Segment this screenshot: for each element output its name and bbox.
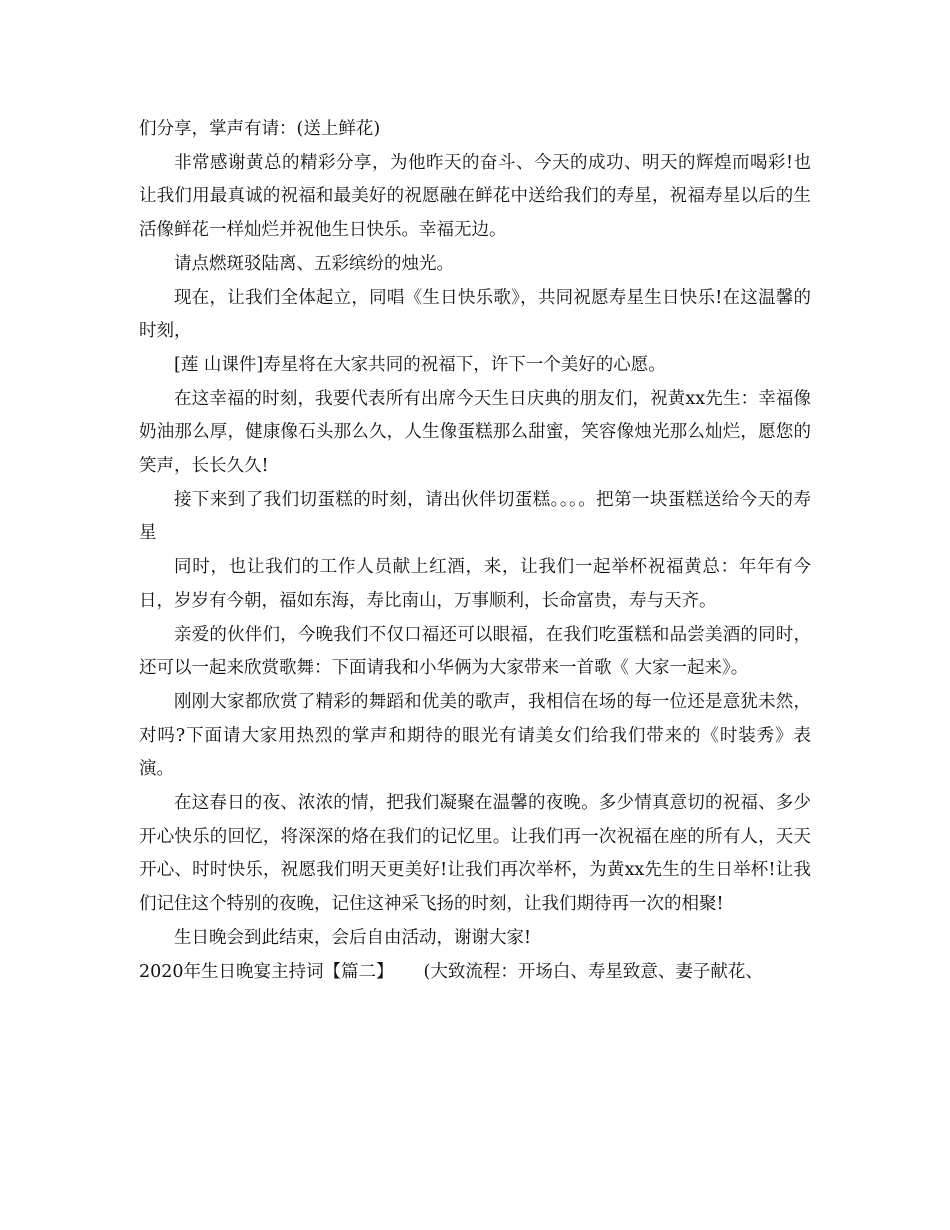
paragraph-8: 同时，也让我们的工作人员献上红酒，来，让我们一起举杯祝福黄总：年年有今日，岁岁有今朝，福如东海，寿比南山，万事顺利，长命富贵，寿与天齐。	[139, 557, 811, 611]
paragraph-1: 们分享，掌声有请：(送上鲜花)	[139, 119, 381, 139]
paragraph-2: 非常感谢黄总的精彩分享，为他昨天的奋斗、今天的成功、明天的辉煌而喝彩!也让我们用最真诚的祝福和最美好的祝愿融在鲜花中送给我们的寿星，祝福寿星以后的生活像鲜花一样灿烂并祝他生日快乐。幸福无边。	[139, 152, 811, 241]
paragraph-12: 生日晚会到此结束，会后自由活动，谢谢大家!	[174, 927, 532, 948]
paragraph-7: 接下来到了我们切蛋糕的时刻，请出伙伴切蛋糕。。。。把第一块蛋糕送给今天的寿星	[139, 489, 811, 544]
paragraph-11: 在这春日的夜、浓浓的情，把我们凝聚在温馨的夜晚。多少情真意切的祝福、多少开心快乐的回忆，将深深的烙在我们的记忆里。让我们再一次祝福在座的所有人，天天开心、时时快乐，祝愿我们明天更美好!让我们再次举杯，为黄xx先生的生日举杯!让我们记住这个特别的夜晚，记住这神采飞扬的时刻，让我们期待再一次的相聚!	[139, 793, 811, 915]
section-heading-line	[139, 956, 811, 990]
paragraph-6: 在这幸福的时刻，我要代表所有出席今天生日庆典的朋友们，祝黄xx先生：幸福像奶油那么厚，健康像石头那么久，人生像蛋糕那么甜蜜，笑容像烛光那么灿烂，愿您的笑声，长长久久!	[139, 388, 811, 477]
document-body	[139, 113, 811, 989]
paragraph-9: 亲爱的伙伴们，今晚我们不仅口福还可以眼福，在我们吃蛋糕和品尝美酒的同时，还可以一起来欣赏歌舞：下面请我和小华俩为大家带来一首歌《 大家一起来》。	[139, 624, 811, 679]
section-title: 2020年生日晚宴主持词【篇二】	[139, 961, 394, 982]
paragraph-10: 刚刚大家都欣赏了精彩的舞蹈和优美的歌声，我相信在场的每一位还是意犹未然，对吗?下面请大家用热烈的掌声和期待的眼光有请美女们给我们带来的《时装秀》表演。	[139, 691, 811, 780]
section-note: (大致流程：开场白、寿星致意、妻子献花、	[423, 961, 763, 982]
paragraph-3: 请点燃斑驳陆离、五彩缤纷的烛光。	[174, 253, 454, 274]
paragraph-5: [莲 山课件]寿星将在大家共同的祝福下，许下一个美好的心愿。	[174, 354, 666, 375]
paragraph-4: 现在，让我们全体起立，同唱《生日快乐歌》，共同祝愿寿星生日快乐!在这温馨的时刻，	[139, 287, 811, 342]
